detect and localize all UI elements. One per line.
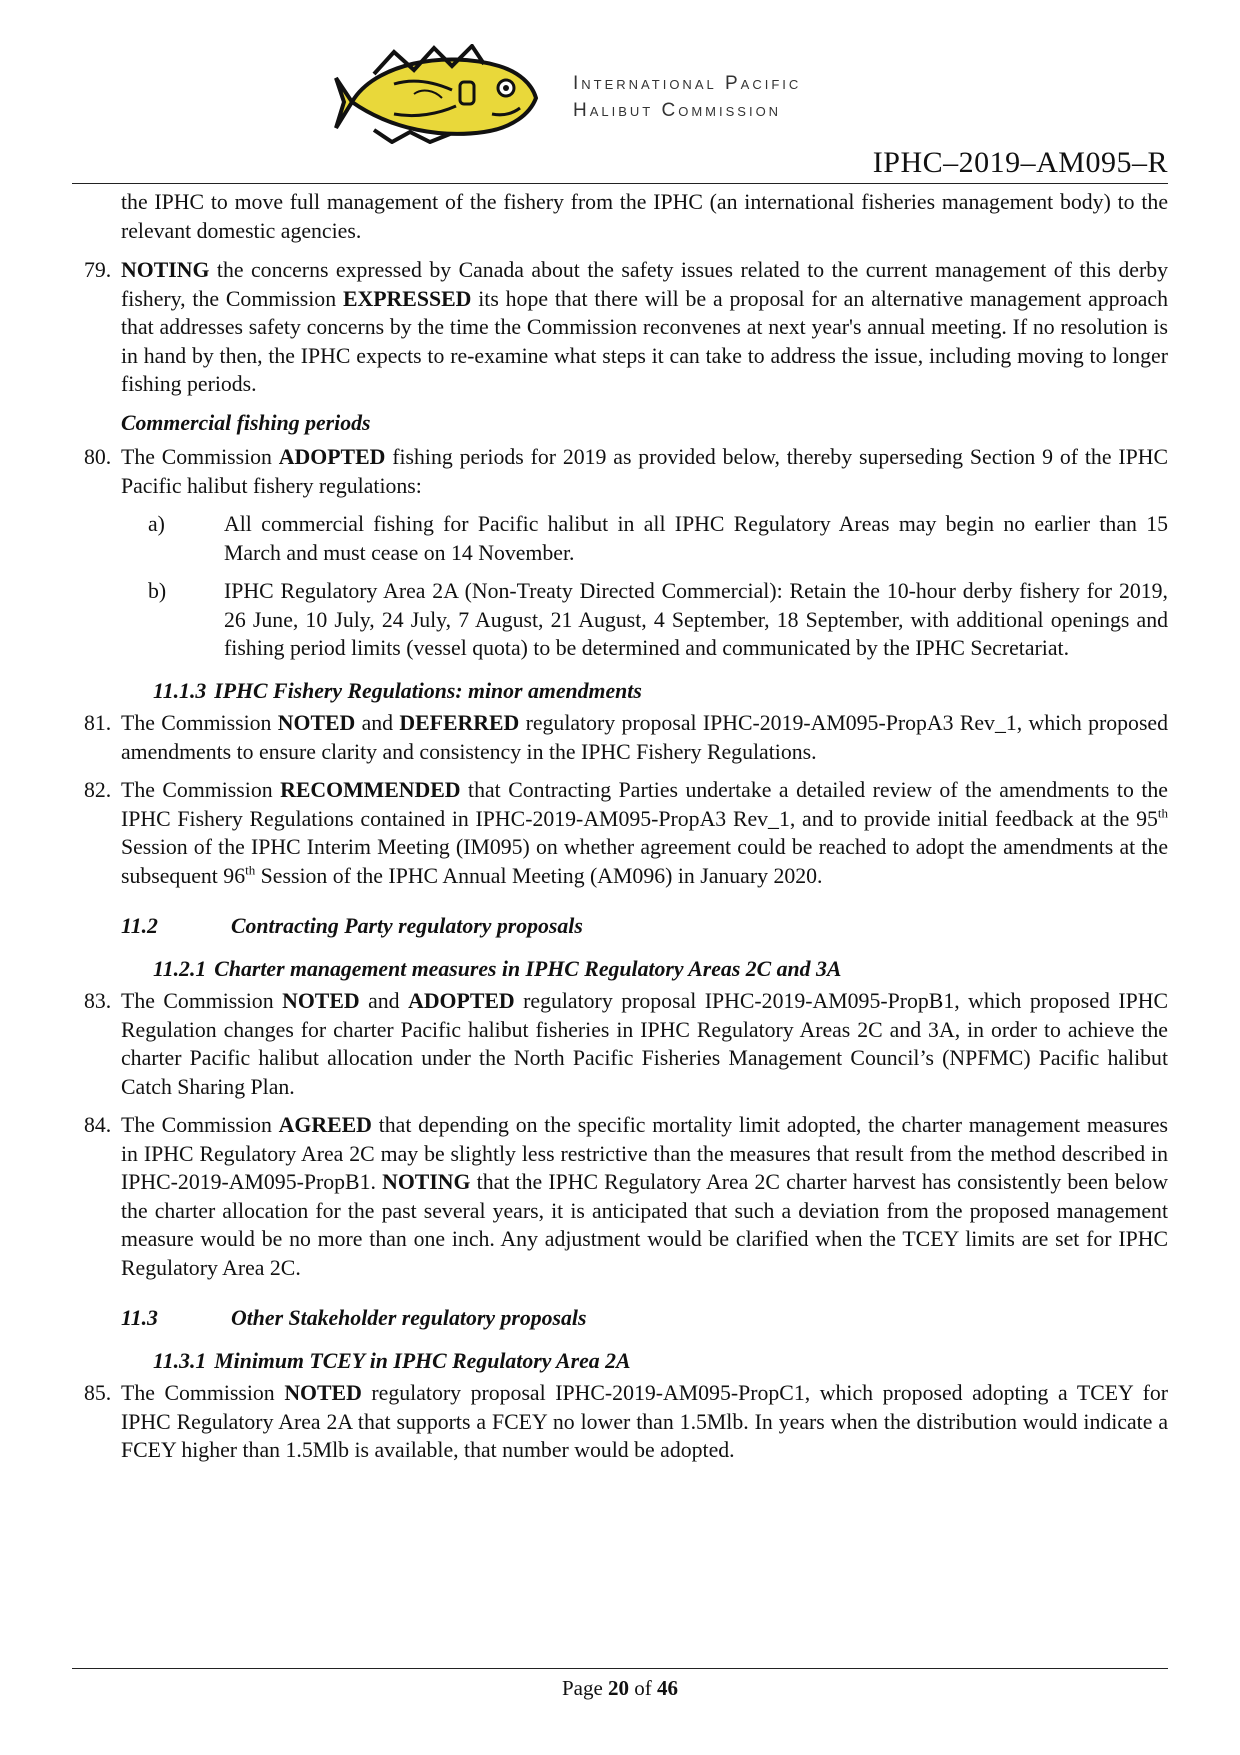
paragraph-text: and: [359, 989, 409, 1013]
section-heading-11-2-1: [90, 955, 1168, 984]
paragraph-text: and: [355, 711, 400, 735]
paragraph-text: The Commission: [121, 989, 283, 1013]
paragraph-82: [84, 776, 1168, 890]
paragraph-83: [84, 987, 1168, 1101]
section-number: 11.2: [121, 914, 158, 938]
paragraph-text: Session of the IPHC Annual Meeting (AM096) in January 2020.: [255, 863, 823, 888]
paragraph-text: The Commission: [121, 711, 278, 735]
superscript: th: [1157, 805, 1168, 821]
paragraph-number: 81.: [84, 711, 112, 735]
paragraph-text: that depending on the specific mortality limit adopted, the charter management measures in IPHC Regulatory Area 2C may be slightly less restrictive than the measures that result from the method described in IPHC-2019-AM095-PropB1.: [121, 1113, 1168, 1194]
halibut-logo: [334, 44, 554, 144]
footer-rule: [72, 1668, 1168, 1669]
paragraph-text: The Commission: [121, 1381, 285, 1405]
list-item-text: IPHC Regulatory Area 2A (Non-Treaty Directed Commercial): Retain the 10-hour derby fishery for 2019, 26 June, 10 July, 24 July, 7 August, 21 August, 4 September, 18 September, with additional openings and fishing period limits (vessel quota) to be determined and communicated by the IPHC Secretariat.: [224, 579, 1168, 660]
paragraph-text: regulatory proposal IPHC-2019-AM095-PropA3 Rev_1, which proposed amendments to ensure clarity and consistency in the IPHC Fishery Regulations.: [121, 711, 1169, 764]
section-number: 11.2.1: [153, 956, 207, 981]
keyword: NOTED: [282, 989, 360, 1013]
page-word: Page: [561, 1676, 603, 1700]
page-number: 20: [608, 1676, 630, 1700]
list-letter: b): [148, 579, 167, 603]
section-title: Charter management measures in IPHC Regulatory Areas 2C and 3A: [214, 956, 842, 981]
superscript: th: [245, 862, 256, 878]
section-number: 11.3: [121, 1306, 158, 1330]
section-title: Minimum TCEY in IPHC Regulatory Area 2A: [214, 1348, 631, 1373]
list-item: [90, 510, 1168, 567]
of-word: of: [634, 1676, 652, 1700]
org-line-2: Halibut Commission: [573, 100, 782, 121]
paragraph-number: 79.: [84, 258, 112, 282]
paragraph-number: 83.: [84, 989, 112, 1013]
paragraph-79: [84, 256, 1168, 399]
paragraph-number: 85.: [84, 1381, 112, 1405]
subheading-commercial-fishing-periods: Commercial fishing periods: [121, 410, 371, 435]
list-item: [90, 577, 1168, 663]
list-letter: a): [148, 512, 165, 536]
paragraph-text: The Commission: [121, 445, 279, 469]
paragraph-text: the concerns expressed by Canada about the safety issues related to the current management of this derby fishery, the Commission: [121, 258, 1168, 311]
org-line-1: International Pacific: [573, 73, 802, 94]
section-number: 11.3.1: [153, 1348, 207, 1373]
keyword: EXPRESSED: [342, 286, 472, 311]
section-heading-11-3: [90, 1304, 1168, 1333]
keyword: NOTED: [277, 711, 356, 735]
list-item-text: All commercial fishing for Pacific halibut in all IPHC Regulatory Areas may begin no earlier than 15 March and must cease on 14 November.: [224, 512, 1168, 565]
section-heading-11-2: [90, 912, 1168, 941]
paragraph-81: [84, 709, 1169, 766]
section-title: IPHC Fishery Regulations: minor amendments: [214, 678, 642, 703]
paragraph-85: [84, 1379, 1168, 1465]
keyword: ADOPTED: [278, 445, 386, 469]
paragraph-text: The Commission: [121, 778, 281, 802]
paragraph-number: 84.: [84, 1113, 112, 1137]
document-body: [84, 188, 1169, 1475]
keyword: DEFERRED: [399, 711, 520, 735]
paragraph-text: regulatory proposal IPHC-2019-AM095-PropC1, which proposed adopting a TCEY for IPHC Regulatory Area 2A that supports a FCEY no lower than 1.5Mlb. In years when the distribution would indicate a FCEY higher than 1.5Mlb is available, that number would be adopted.: [121, 1381, 1168, 1462]
continued-paragraph: the IPHC to move full management of the fishery from the IPHC (an international fisheries management body) to the relevant domestic agencies.: [121, 190, 1168, 243]
section-number: 11.1.3: [153, 678, 207, 703]
paragraph-80: [84, 443, 1168, 500]
organization-name: [573, 70, 801, 124]
paragraph-number: 80.: [84, 445, 112, 469]
total-pages: 46: [657, 1676, 679, 1700]
keyword: AGREED: [278, 1113, 372, 1137]
header-rule: [72, 183, 1168, 184]
keyword: NOTED: [284, 1381, 362, 1405]
paragraph-text: its hope that there will be a proposal for an alternative management approach that addresses safety concerns by the time the Commission reconvenes at next year's annual meeting. If no resolution is in hand by then, the IPHC expects to re-examine what steps it can take to address the issue, including moving to longer fishing periods.: [121, 286, 1168, 396]
keyword: RECOMMENDED: [280, 778, 461, 802]
paragraph-text: Session of the IPHC Interim Meeting (IM095) on whether agreement could be reached to adopt the amendments at the subsequent 96: [121, 835, 1168, 888]
paragraph-number: 82.: [84, 778, 112, 802]
keyword: NOTING: [121, 258, 210, 282]
keyword: NOTING: [382, 1170, 471, 1194]
section-heading-11-3-1: [90, 1347, 1168, 1376]
section-heading-11-1-3: [90, 677, 1168, 706]
section-title: Other Stakeholder regulatory proposals: [231, 1306, 587, 1330]
section-title: Contracting Party regulatory proposals: [231, 914, 583, 938]
paragraph-text: that the IPHC Regulatory Area 2C charter harvest has consistently been below the charter allocation for the past several years, it is anticipated that such a deviation from the proposed management measure would be no more than one inch. Any adjustment would be clarified when the TCEY limits are set for IPHC Regulatory Area 2C.: [121, 1170, 1168, 1280]
paragraph-text: that Contracting Parties undertake a detailed review of the amendments to the IPHC Fishery Regulations contained in IPHC-2019-AM095-PropA3 Rev_1, and to provide initial feedback at the 95: [121, 778, 1168, 831]
keyword: ADOPTED: [408, 989, 515, 1013]
paragraph-text: fishing periods for 2019 as provided below, thereby superseding Section 9 of the IPHC Pacific halibut fishery regulations:: [121, 445, 1168, 498]
paragraph-84: [84, 1111, 1168, 1282]
document-id: IPHC–2019–AM095–R: [872, 146, 1168, 179]
paragraph-text: The Commission: [121, 1113, 279, 1137]
page-footer: [0, 1676, 1240, 1701]
paragraph-text: regulatory proposal IPHC-2019-AM095-PropB1, which proposed IPHC Regulation changes for charter Pacific halibut fisheries in IPHC Regulatory Areas 2C and 3A, in order to achieve the charter Pacific halibut allocation under the North Pacific Fisheries Management Council’s (NPFMC) Pacific halibut Catch Sharing Plan.: [121, 989, 1168, 1099]
